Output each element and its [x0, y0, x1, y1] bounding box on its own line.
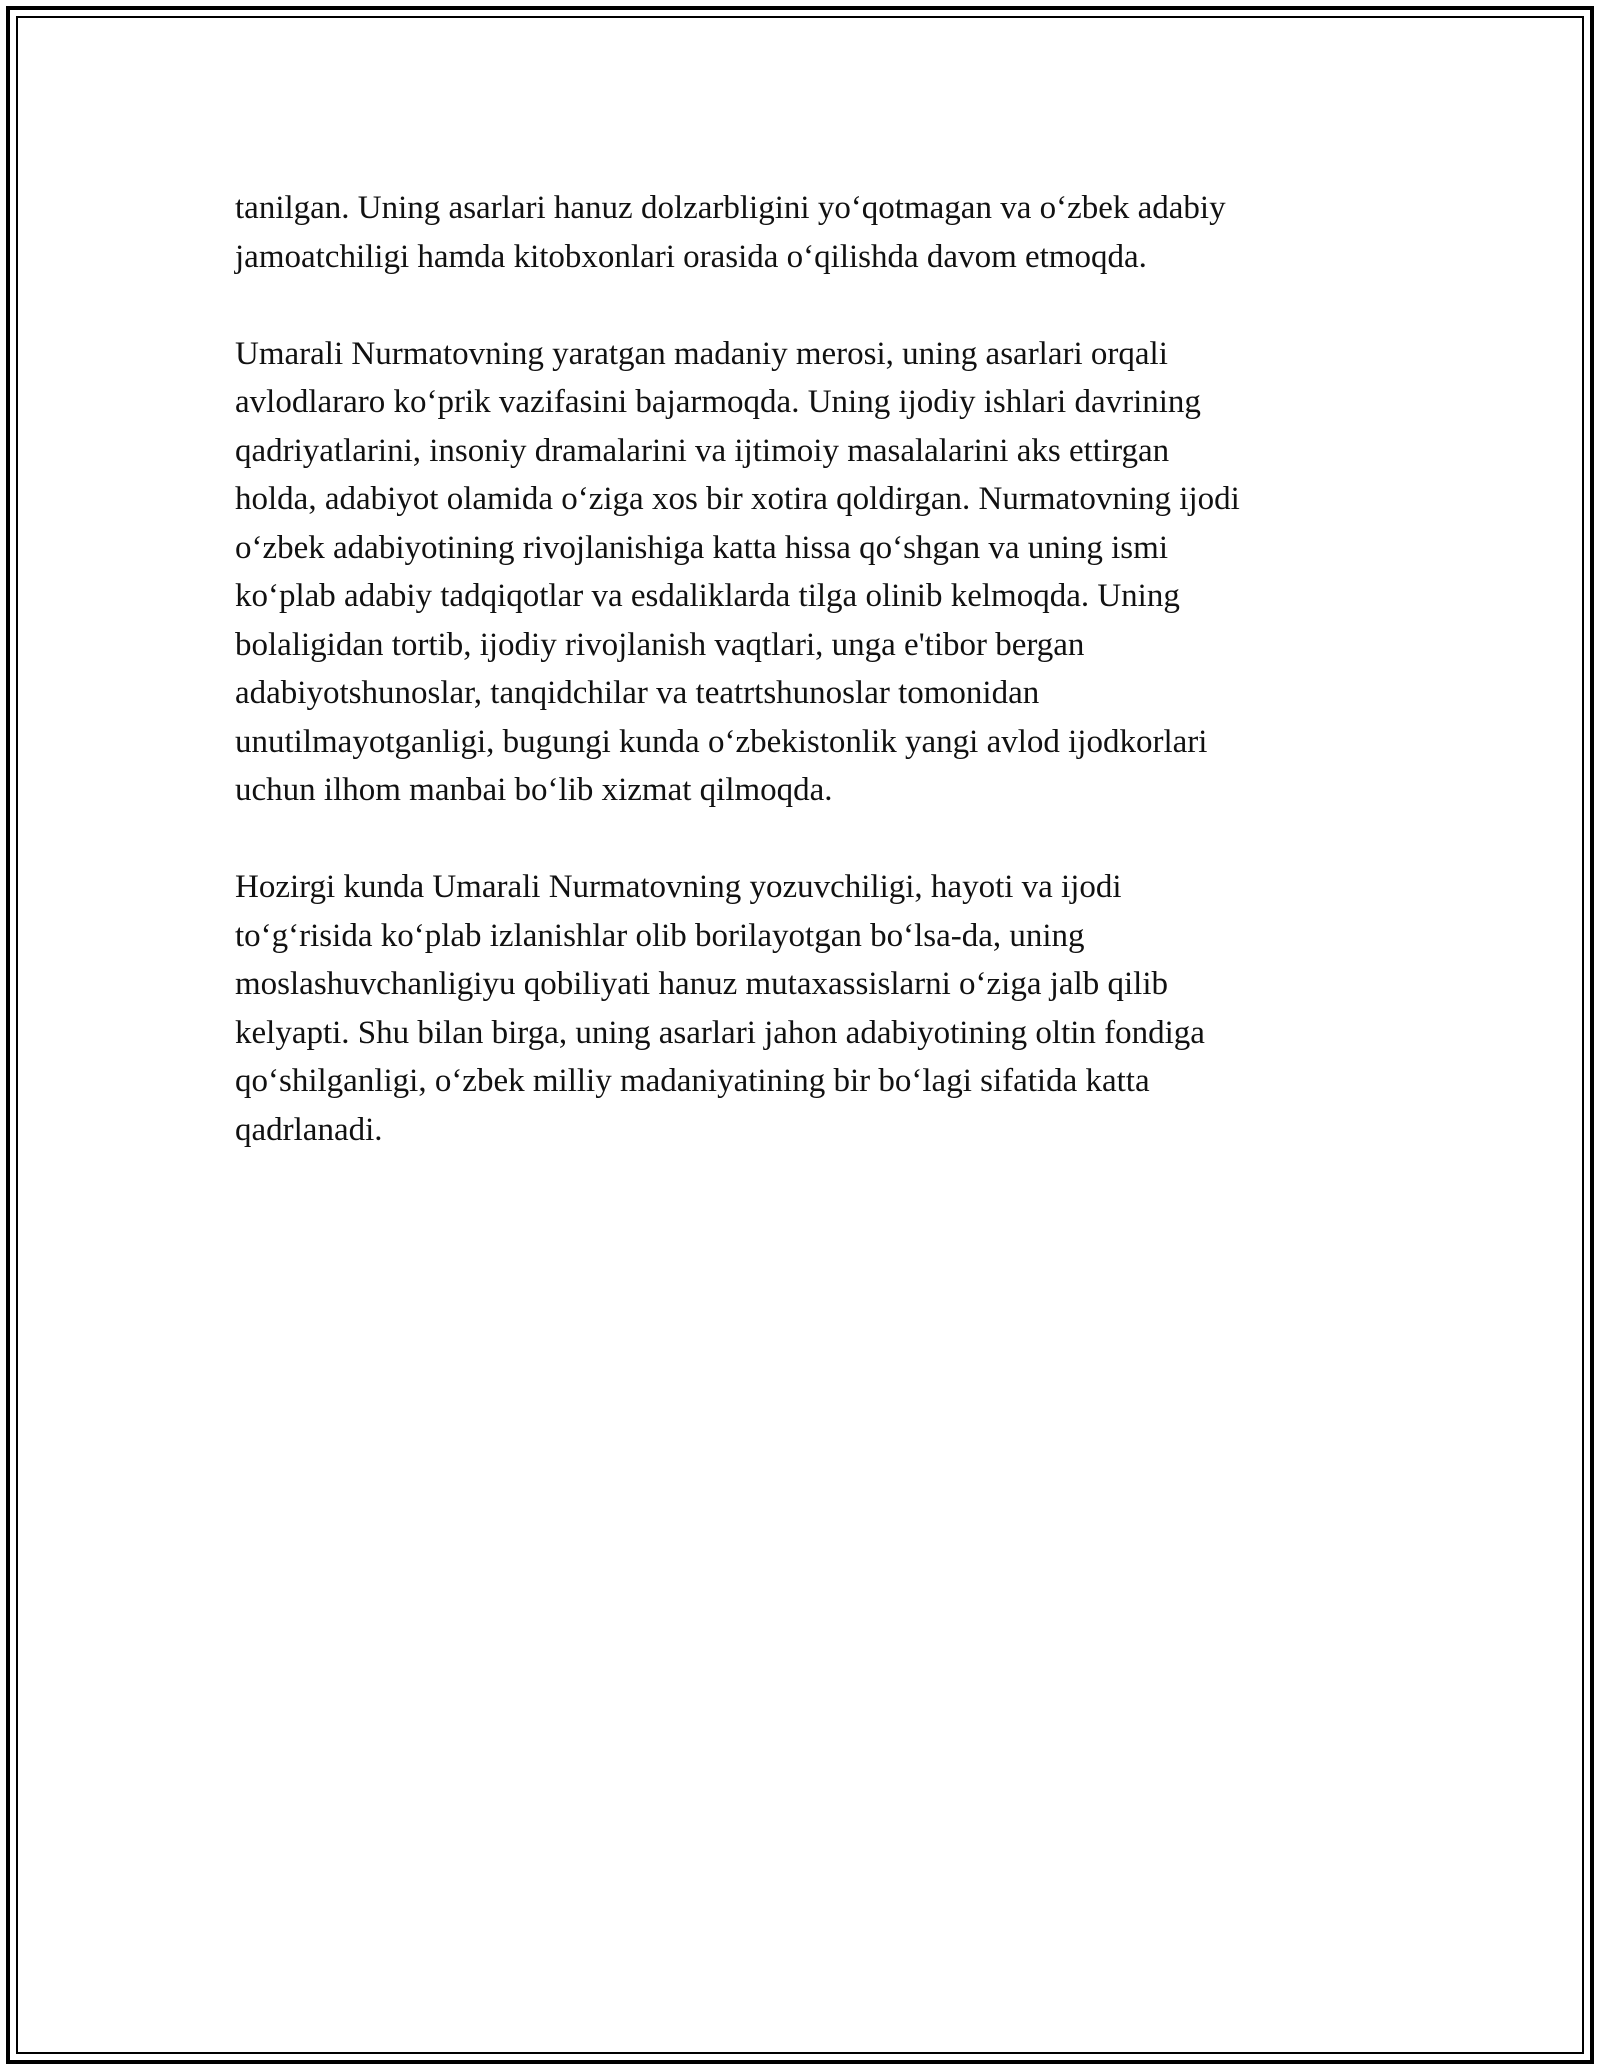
text-line: bolaligidan tortib, ijodiy rivojlanish vaqtlari, unga e'tibor bergan [235, 626, 1085, 663]
text-line: qadrlanadi. [235, 1111, 383, 1148]
text-line: qadriyatlarini, insoniy dramalarini va ijtimoiy masalalarini aks ettirgan [235, 432, 1170, 469]
text-line: adabiyotshunoslar, tanqidchilar va teatrtshunoslar tomonidan [235, 675, 1040, 711]
text-line: uchun ilhom manbai bo‘lib xizmat qilmoqda. [235, 772, 833, 808]
text-line: o‘zbek adabiyotining rivojlanishiga katta hissa qo‘shgan va uning ismi [235, 529, 1168, 566]
text-line: qo‘shilganligi, o‘zbek milliy madaniyatining bir bo‘lagi sifatida katta [235, 1063, 1150, 1099]
text-line: holda, adabiyot olamida o‘ziga xos bir xotira qoldirgan. Nurmatovning ijodi [235, 481, 1240, 517]
text-line: to‘g‘risida ko‘plab izlanishlar olib borilayotgan bo‘lsa-da, uning [235, 917, 1085, 954]
text-line: moslashuvchanligiyu qobiliyati hanuz mutaxassislarni o‘ziga jalb qilib [235, 966, 1168, 1002]
text-line: ko‘plab adabiy tadqiqotlar va esdaliklarda tilga olinib kelmoqda. Uning [235, 578, 1180, 614]
text-line: jamoatchiligi hamda kitobxonlari orasida o‘qilishda davom etmoqda. [235, 238, 1147, 275]
text-line: Hozirgi kunda Umarali Nurmatovning yozuvchiligi, hayoti va ijodi [235, 869, 1122, 905]
document-body [235, 184, 1365, 1203]
paragraph-2 [235, 330, 1365, 815]
text-line: avlodlararo ko‘prik vazifasini bajarmoqda. Uning ijodiy ishlari davrining [235, 384, 1201, 420]
text-line: Umarali Nurmatovning yaratgan madaniy merosi, uning asarlari orqali [235, 335, 1168, 372]
paragraph-3 [235, 863, 1365, 1154]
text-line: kelyapti. Shu bilan birga, uning asarlari jahon adabiyotining oltin fondiga [235, 1014, 1205, 1051]
text-line: tanilgan. Uning asarlari hanuz dolzarbligini yo‘qotmagan va o‘zbek adabiy [235, 190, 1226, 226]
paragraph-1 [235, 184, 1365, 281]
text-line: unutilmayotganligi, bugungi kunda o‘zbekistonlik yangi avlod ijodkorlari [235, 723, 1208, 760]
